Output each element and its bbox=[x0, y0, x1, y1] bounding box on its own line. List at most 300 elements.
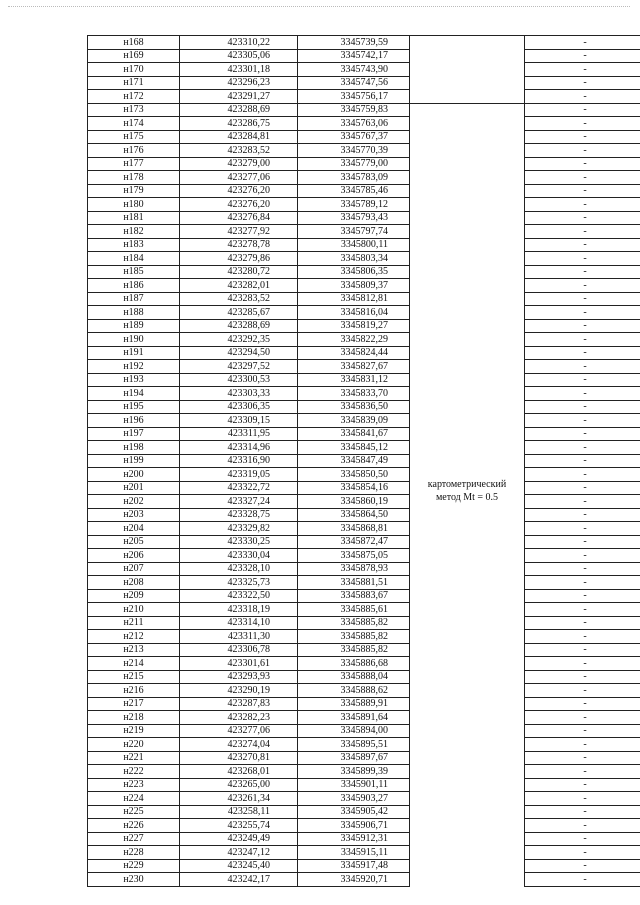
table-row bbox=[88, 252, 640, 266]
dash-cell: - bbox=[525, 441, 640, 455]
dash-cell: - bbox=[525, 589, 640, 603]
x-coordinate-cell: 423292,35 bbox=[180, 333, 298, 347]
point-name-cell: н175 bbox=[88, 130, 180, 144]
point-name-cell: н210 bbox=[88, 603, 180, 617]
dash-cell: - bbox=[525, 576, 640, 590]
y-coordinate-cell: 3345906,71 bbox=[298, 819, 410, 833]
y-coordinate-cell: 3345783,09 bbox=[298, 171, 410, 185]
point-name-cell: н185 bbox=[88, 265, 180, 279]
x-coordinate-cell: 423279,00 bbox=[180, 157, 298, 171]
table-row bbox=[88, 76, 640, 90]
table-row bbox=[88, 184, 640, 198]
table-row bbox=[88, 535, 640, 549]
method-cell-top bbox=[410, 36, 525, 104]
y-coordinate-cell: 3345868,81 bbox=[298, 522, 410, 536]
point-name-cell: н183 bbox=[88, 238, 180, 252]
y-coordinate-cell: 3345901,11 bbox=[298, 778, 410, 792]
point-name-cell: н220 bbox=[88, 738, 180, 752]
x-coordinate-cell: 423330,04 bbox=[180, 549, 298, 563]
x-coordinate-cell: 423319,05 bbox=[180, 468, 298, 482]
dash-cell: - bbox=[525, 697, 640, 711]
method-cell bbox=[410, 103, 525, 886]
coordinates-table-body bbox=[88, 36, 640, 887]
y-coordinate-cell: 3345822,29 bbox=[298, 333, 410, 347]
y-coordinate-cell: 3345803,34 bbox=[298, 252, 410, 266]
dash-cell: - bbox=[525, 792, 640, 806]
point-name-cell: н172 bbox=[88, 90, 180, 104]
table-row bbox=[88, 211, 640, 225]
point-name-cell: н179 bbox=[88, 184, 180, 198]
point-name-cell: н221 bbox=[88, 751, 180, 765]
table-row bbox=[88, 454, 640, 468]
table-row bbox=[88, 238, 640, 252]
y-coordinate-cell: 3345891,64 bbox=[298, 711, 410, 725]
x-coordinate-cell: 423322,72 bbox=[180, 481, 298, 495]
page-header-artifact bbox=[8, 6, 630, 11]
point-name-cell: н202 bbox=[88, 495, 180, 509]
table-row bbox=[88, 171, 640, 185]
point-name-cell: н173 bbox=[88, 103, 180, 117]
x-coordinate-cell: 423330,25 bbox=[180, 535, 298, 549]
x-coordinate-cell: 423293,93 bbox=[180, 670, 298, 684]
dash-cell: - bbox=[525, 76, 640, 90]
y-coordinate-cell: 3345797,74 bbox=[298, 225, 410, 239]
table-row bbox=[88, 805, 640, 819]
point-name-cell: н207 bbox=[88, 562, 180, 576]
y-coordinate-cell: 3345854,16 bbox=[298, 481, 410, 495]
table-row bbox=[88, 873, 640, 887]
y-coordinate-cell: 3345779,00 bbox=[298, 157, 410, 171]
y-coordinate-cell: 3345912,31 bbox=[298, 832, 410, 846]
point-name-cell: н217 bbox=[88, 697, 180, 711]
table-row bbox=[88, 414, 640, 428]
point-name-cell: н195 bbox=[88, 400, 180, 414]
point-name-cell: н209 bbox=[88, 589, 180, 603]
dash-cell: - bbox=[525, 724, 640, 738]
y-coordinate-cell: 3345739,59 bbox=[298, 36, 410, 50]
table-row bbox=[88, 90, 640, 104]
dash-cell: - bbox=[525, 90, 640, 104]
dash-cell: - bbox=[525, 306, 640, 320]
y-coordinate-cell: 3345889,91 bbox=[298, 697, 410, 711]
dash-cell: - bbox=[525, 225, 640, 239]
x-coordinate-cell: 423294,50 bbox=[180, 346, 298, 360]
point-name-cell: н212 bbox=[88, 630, 180, 644]
x-coordinate-cell: 423301,61 bbox=[180, 657, 298, 671]
dash-cell: - bbox=[525, 846, 640, 860]
x-coordinate-cell: 423282,23 bbox=[180, 711, 298, 725]
dash-cell: - bbox=[525, 562, 640, 576]
x-coordinate-cell: 423247,12 bbox=[180, 846, 298, 860]
y-coordinate-cell: 3345809,37 bbox=[298, 279, 410, 293]
x-coordinate-cell: 423265,00 bbox=[180, 778, 298, 792]
y-coordinate-cell: 3345917,48 bbox=[298, 859, 410, 873]
point-name-cell: н203 bbox=[88, 508, 180, 522]
point-name-cell: н199 bbox=[88, 454, 180, 468]
y-coordinate-cell: 3345827,67 bbox=[298, 360, 410, 374]
point-name-cell: н176 bbox=[88, 144, 180, 158]
y-coordinate-cell: 3345785,46 bbox=[298, 184, 410, 198]
y-coordinate-cell: 3345763,06 bbox=[298, 117, 410, 131]
y-coordinate-cell: 3345831,12 bbox=[298, 373, 410, 387]
point-name-cell: н190 bbox=[88, 333, 180, 347]
x-coordinate-cell: 423288,69 bbox=[180, 319, 298, 333]
point-name-cell: н213 bbox=[88, 643, 180, 657]
table-row bbox=[88, 36, 640, 50]
table-row bbox=[88, 319, 640, 333]
table-row bbox=[88, 441, 640, 455]
x-coordinate-cell: 423277,92 bbox=[180, 225, 298, 239]
table-row bbox=[88, 103, 640, 117]
table-row bbox=[88, 130, 640, 144]
point-name-cell: н219 bbox=[88, 724, 180, 738]
dash-cell: - bbox=[525, 751, 640, 765]
table-row bbox=[88, 508, 640, 522]
table-row bbox=[88, 562, 640, 576]
y-coordinate-cell: 3345743,90 bbox=[298, 63, 410, 77]
point-name-cell: н180 bbox=[88, 198, 180, 212]
table-row bbox=[88, 711, 640, 725]
table-row bbox=[88, 144, 640, 158]
point-name-cell: н169 bbox=[88, 49, 180, 63]
x-coordinate-cell: 423274,04 bbox=[180, 738, 298, 752]
y-coordinate-cell: 3345860,19 bbox=[298, 495, 410, 509]
y-coordinate-cell: 3345824,44 bbox=[298, 346, 410, 360]
point-name-cell: н181 bbox=[88, 211, 180, 225]
y-coordinate-cell: 3345793,43 bbox=[298, 211, 410, 225]
dash-cell: - bbox=[525, 522, 640, 536]
point-name-cell: н171 bbox=[88, 76, 180, 90]
dash-cell: - bbox=[525, 117, 640, 131]
x-coordinate-cell: 423280,72 bbox=[180, 265, 298, 279]
point-name-cell: н178 bbox=[88, 171, 180, 185]
y-coordinate-cell: 3345816,04 bbox=[298, 306, 410, 320]
coordinates-table bbox=[87, 35, 640, 887]
y-coordinate-cell: 3345885,61 bbox=[298, 603, 410, 617]
dash-cell: - bbox=[525, 103, 640, 117]
y-coordinate-cell: 3345836,50 bbox=[298, 400, 410, 414]
method-name: картометрический bbox=[427, 478, 507, 490]
dash-cell: - bbox=[525, 414, 640, 428]
x-coordinate-cell: 423311,95 bbox=[180, 427, 298, 441]
x-coordinate-cell: 423309,15 bbox=[180, 414, 298, 428]
y-coordinate-cell: 3345883,67 bbox=[298, 589, 410, 603]
dash-cell: - bbox=[525, 279, 640, 293]
table-row bbox=[88, 522, 640, 536]
dash-cell: - bbox=[525, 859, 640, 873]
x-coordinate-cell: 423314,10 bbox=[180, 616, 298, 630]
point-name-cell: н191 bbox=[88, 346, 180, 360]
table-row bbox=[88, 657, 640, 671]
x-coordinate-cell: 423291,27 bbox=[180, 90, 298, 104]
dash-cell: - bbox=[525, 292, 640, 306]
dash-cell: - bbox=[525, 63, 640, 77]
dash-cell: - bbox=[525, 49, 640, 63]
y-coordinate-cell: 3345885,82 bbox=[298, 643, 410, 657]
point-name-cell: н205 bbox=[88, 535, 180, 549]
dash-cell: - bbox=[525, 387, 640, 401]
y-coordinate-cell: 3345742,17 bbox=[298, 49, 410, 63]
y-coordinate-cell: 3345767,37 bbox=[298, 130, 410, 144]
x-coordinate-cell: 423283,52 bbox=[180, 144, 298, 158]
dash-cell: - bbox=[525, 468, 640, 482]
table-row bbox=[88, 306, 640, 320]
table-row bbox=[88, 832, 640, 846]
x-coordinate-cell: 423249,49 bbox=[180, 832, 298, 846]
y-coordinate-cell: 3345847,49 bbox=[298, 454, 410, 468]
x-coordinate-cell: 423316,90 bbox=[180, 454, 298, 468]
dash-cell: - bbox=[525, 495, 640, 509]
x-coordinate-cell: 423276,20 bbox=[180, 184, 298, 198]
x-coordinate-cell: 423284,81 bbox=[180, 130, 298, 144]
dash-cell: - bbox=[525, 670, 640, 684]
x-coordinate-cell: 423276,84 bbox=[180, 211, 298, 225]
x-coordinate-cell: 423277,06 bbox=[180, 171, 298, 185]
y-coordinate-cell: 3345897,67 bbox=[298, 751, 410, 765]
x-coordinate-cell: 423261,34 bbox=[180, 792, 298, 806]
dash-cell: - bbox=[525, 238, 640, 252]
table-row bbox=[88, 198, 640, 212]
point-name-cell: н182 bbox=[88, 225, 180, 239]
point-name-cell: н208 bbox=[88, 576, 180, 590]
y-coordinate-cell: 3345894,00 bbox=[298, 724, 410, 738]
x-coordinate-cell: 423322,50 bbox=[180, 589, 298, 603]
x-coordinate-cell: 423297,52 bbox=[180, 360, 298, 374]
table-row bbox=[88, 670, 640, 684]
dash-cell: - bbox=[525, 427, 640, 441]
dash-cell: - bbox=[525, 684, 640, 698]
x-coordinate-cell: 423318,19 bbox=[180, 603, 298, 617]
table-row bbox=[88, 495, 640, 509]
x-coordinate-cell: 423306,78 bbox=[180, 643, 298, 657]
y-coordinate-cell: 3345885,82 bbox=[298, 630, 410, 644]
dash-cell: - bbox=[525, 873, 640, 887]
y-coordinate-cell: 3345850,50 bbox=[298, 468, 410, 482]
x-coordinate-cell: 423290,19 bbox=[180, 684, 298, 698]
table-row bbox=[88, 819, 640, 833]
point-name-cell: н188 bbox=[88, 306, 180, 320]
y-coordinate-cell: 3345881,51 bbox=[298, 576, 410, 590]
table-row bbox=[88, 333, 640, 347]
dash-cell: - bbox=[525, 805, 640, 819]
table-row bbox=[88, 792, 640, 806]
x-coordinate-cell: 423327,24 bbox=[180, 495, 298, 509]
point-name-cell: н206 bbox=[88, 549, 180, 563]
table-row bbox=[88, 265, 640, 279]
point-name-cell: н225 bbox=[88, 805, 180, 819]
table-row bbox=[88, 346, 640, 360]
x-coordinate-cell: 423255,74 bbox=[180, 819, 298, 833]
point-name-cell: н204 bbox=[88, 522, 180, 536]
point-name-cell: н227 bbox=[88, 832, 180, 846]
y-coordinate-cell: 3345885,82 bbox=[298, 616, 410, 630]
x-coordinate-cell: 423303,33 bbox=[180, 387, 298, 401]
table-row bbox=[88, 157, 640, 171]
y-coordinate-cell: 3345886,68 bbox=[298, 657, 410, 671]
dash-cell: - bbox=[525, 481, 640, 495]
y-coordinate-cell: 3345905,42 bbox=[298, 805, 410, 819]
dash-cell: - bbox=[525, 738, 640, 752]
x-coordinate-cell: 423288,69 bbox=[180, 103, 298, 117]
x-coordinate-cell: 423242,17 bbox=[180, 873, 298, 887]
y-coordinate-cell: 3345878,93 bbox=[298, 562, 410, 576]
dash-cell: - bbox=[525, 373, 640, 387]
y-coordinate-cell: 3345872,47 bbox=[298, 535, 410, 549]
dash-cell: - bbox=[525, 252, 640, 266]
point-name-cell: н187 bbox=[88, 292, 180, 306]
y-coordinate-cell: 3345833,70 bbox=[298, 387, 410, 401]
table-row bbox=[88, 63, 640, 77]
table-row bbox=[88, 697, 640, 711]
table-row bbox=[88, 616, 640, 630]
table-row bbox=[88, 603, 640, 617]
x-coordinate-cell: 423296,23 bbox=[180, 76, 298, 90]
dash-cell: - bbox=[525, 319, 640, 333]
table-row bbox=[88, 549, 640, 563]
y-coordinate-cell: 3345756,17 bbox=[298, 90, 410, 104]
table-row bbox=[88, 643, 640, 657]
dash-cell: - bbox=[525, 549, 640, 563]
table-row bbox=[88, 724, 640, 738]
x-coordinate-cell: 423258,11 bbox=[180, 805, 298, 819]
x-coordinate-cell: 423282,01 bbox=[180, 279, 298, 293]
point-name-cell: н193 bbox=[88, 373, 180, 387]
x-coordinate-cell: 423329,82 bbox=[180, 522, 298, 536]
point-name-cell: н228 bbox=[88, 846, 180, 860]
dash-cell: - bbox=[525, 657, 640, 671]
y-coordinate-cell: 3345770,39 bbox=[298, 144, 410, 158]
x-coordinate-cell: 423325,73 bbox=[180, 576, 298, 590]
dash-cell: - bbox=[525, 346, 640, 360]
dash-cell: - bbox=[525, 765, 640, 779]
table-row bbox=[88, 576, 640, 590]
y-coordinate-cell: 3345888,62 bbox=[298, 684, 410, 698]
dash-cell: - bbox=[525, 819, 640, 833]
table-row bbox=[88, 684, 640, 698]
x-coordinate-cell: 423270,81 bbox=[180, 751, 298, 765]
method-text-wrap bbox=[410, 104, 524, 504]
point-name-cell: н223 bbox=[88, 778, 180, 792]
table-row bbox=[88, 859, 640, 873]
dash-cell: - bbox=[525, 454, 640, 468]
table-row bbox=[88, 846, 640, 860]
dash-cell: - bbox=[525, 711, 640, 725]
method-accuracy: метод Mt = 0.5 bbox=[435, 491, 499, 503]
x-coordinate-cell: 423314,96 bbox=[180, 441, 298, 455]
point-name-cell: н168 bbox=[88, 36, 180, 50]
table-row bbox=[88, 630, 640, 644]
point-name-cell: н184 bbox=[88, 252, 180, 266]
point-name-cell: н229 bbox=[88, 859, 180, 873]
dash-cell: - bbox=[525, 508, 640, 522]
table-row bbox=[88, 49, 640, 63]
y-coordinate-cell: 3345845,12 bbox=[298, 441, 410, 455]
table-row bbox=[88, 765, 640, 779]
x-coordinate-cell: 423328,10 bbox=[180, 562, 298, 576]
dash-cell: - bbox=[525, 265, 640, 279]
point-name-cell: н222 bbox=[88, 765, 180, 779]
x-coordinate-cell: 423306,35 bbox=[180, 400, 298, 414]
x-coordinate-cell: 423310,22 bbox=[180, 36, 298, 50]
table-row bbox=[88, 738, 640, 752]
x-coordinate-cell: 423279,86 bbox=[180, 252, 298, 266]
dash-cell: - bbox=[525, 198, 640, 212]
dash-cell: - bbox=[525, 36, 640, 50]
dash-cell: - bbox=[525, 171, 640, 185]
table-row bbox=[88, 778, 640, 792]
x-coordinate-cell: 423277,06 bbox=[180, 724, 298, 738]
x-coordinate-cell: 423328,75 bbox=[180, 508, 298, 522]
table-row bbox=[88, 292, 640, 306]
table-row bbox=[88, 373, 640, 387]
dash-cell: - bbox=[525, 535, 640, 549]
dash-cell: - bbox=[525, 211, 640, 225]
table-row bbox=[88, 468, 640, 482]
x-coordinate-cell: 423305,06 bbox=[180, 49, 298, 63]
table-row bbox=[88, 481, 640, 495]
table-row bbox=[88, 279, 640, 293]
point-name-cell: н196 bbox=[88, 414, 180, 428]
point-name-cell: н230 bbox=[88, 873, 180, 887]
point-name-cell: н214 bbox=[88, 657, 180, 671]
point-name-cell: н224 bbox=[88, 792, 180, 806]
y-coordinate-cell: 3345864,50 bbox=[298, 508, 410, 522]
y-coordinate-cell: 3345819,27 bbox=[298, 319, 410, 333]
table-row bbox=[88, 117, 640, 131]
y-coordinate-cell: 3345903,27 bbox=[298, 792, 410, 806]
x-coordinate-cell: 423268,01 bbox=[180, 765, 298, 779]
y-coordinate-cell: 3345915,11 bbox=[298, 846, 410, 860]
table-row bbox=[88, 751, 640, 765]
point-name-cell: н174 bbox=[88, 117, 180, 131]
y-coordinate-cell: 3345839,09 bbox=[298, 414, 410, 428]
point-name-cell: н194 bbox=[88, 387, 180, 401]
point-name-cell: н192 bbox=[88, 360, 180, 374]
x-coordinate-cell: 423245,40 bbox=[180, 859, 298, 873]
x-coordinate-cell: 423276,20 bbox=[180, 198, 298, 212]
point-name-cell: н211 bbox=[88, 616, 180, 630]
table-row bbox=[88, 360, 640, 374]
x-coordinate-cell: 423301,18 bbox=[180, 63, 298, 77]
table-row bbox=[88, 427, 640, 441]
point-name-cell: н200 bbox=[88, 468, 180, 482]
dash-cell: - bbox=[525, 333, 640, 347]
dash-cell: - bbox=[525, 778, 640, 792]
x-coordinate-cell: 423287,83 bbox=[180, 697, 298, 711]
point-name-cell: н216 bbox=[88, 684, 180, 698]
point-name-cell: н189 bbox=[88, 319, 180, 333]
point-name-cell: н215 bbox=[88, 670, 180, 684]
point-name-cell: н177 bbox=[88, 157, 180, 171]
point-name-cell: н170 bbox=[88, 63, 180, 77]
point-name-cell: н198 bbox=[88, 441, 180, 455]
point-name-cell: н201 bbox=[88, 481, 180, 495]
dash-cell: - bbox=[525, 144, 640, 158]
y-coordinate-cell: 3345789,12 bbox=[298, 198, 410, 212]
y-coordinate-cell: 3345806,35 bbox=[298, 265, 410, 279]
dash-cell: - bbox=[525, 630, 640, 644]
dash-cell: - bbox=[525, 643, 640, 657]
dash-cell: - bbox=[525, 400, 640, 414]
x-coordinate-cell: 423311,30 bbox=[180, 630, 298, 644]
dash-cell: - bbox=[525, 130, 640, 144]
x-coordinate-cell: 423283,52 bbox=[180, 292, 298, 306]
y-coordinate-cell: 3345841,67 bbox=[298, 427, 410, 441]
x-coordinate-cell: 423286,75 bbox=[180, 117, 298, 131]
point-name-cell: н197 bbox=[88, 427, 180, 441]
x-coordinate-cell: 423285,67 bbox=[180, 306, 298, 320]
y-coordinate-cell: 3345812,81 bbox=[298, 292, 410, 306]
